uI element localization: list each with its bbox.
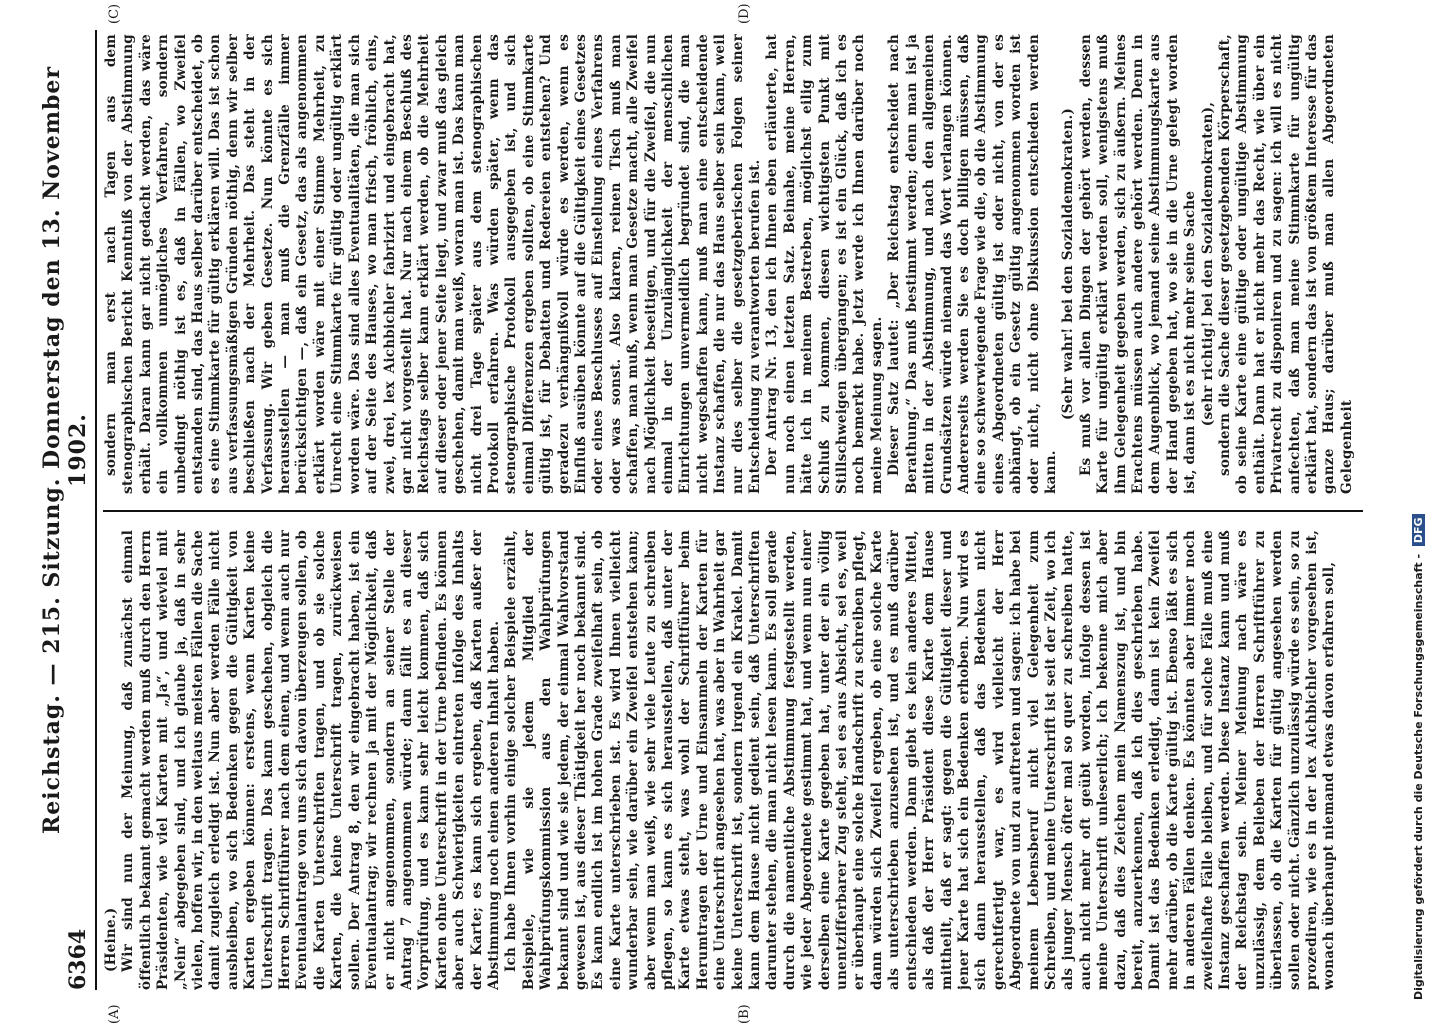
column-rule (103, 510, 1363, 512)
margin-marker-b: (B) (737, 1004, 752, 1024)
paragraph: sondern die Sache dieser gesetzgebenden Körperschaft, ob seine Karte eine gültige oder ungültige Abstimmung enthält. Dann hat er nicht mehr das Recht, wie über ein Privatrecht zu disponiren und zu sagen: ich will es nicht anfechten, daß man meine Stimmkarte für ungültig erklärt hat, sondern das ist von größtem Interesse für das ganze Haus; darüber muß man allen Abgeordneten Gelegenheit (1217, 34, 1355, 494)
margin-marker-a: (A) (107, 1004, 122, 1024)
paragraph: Wir sind nun der Meinung, daß zunächst einmal öffentlich bekannt gemacht werden muß durch den Herrn Präsidenten, wie viel Karten mit „Ja“, und wieviel mit „Nein“ abgegeben sind, und ich glaube ja, daß in sehr vielen, hoffen wir, in den weitaus meisten Fällen die Sache damit zugleich erledigt ist. Nun aber werden Fälle nicht ausbleiben, wo sich Bedenken gegen die Gültigkeit von Karten ergeben können: erstens, wenn Karten keine Unterschrift tragen. Das kann geschehen, obgleich die Herren Schriftführer nach dem einen, und wenn auch nur Eventualantrage von uns sich davon überzeugen sollen, ob die Karten Unterschriften tragen, und ob sie solche Karten, die keine Unterschrift tragen, zurückweisen sollen. Der Antrag 8, den wir eingebracht haben, ist ein Eventualantrag; wir rechnen ja mit der Möglichkeit, daß er nicht angenommen, sondern an seiner Stelle der Antrag 7 angenommen würde; dann fällt es an dieser Vorprüfung, und es kann sehr leicht kommen, daß sich Karten ohne Unterschrift in der Urne befinden. Es können aber auch Schwierigkeiten eintreten infolge des Inhalts der Karte; es kann sich ergeben, daß Karten außer der Abstimmung noch einen anderen Inhalt haben. (120, 530, 502, 990)
running-title: Reichstag. — 215. Sitzung. Donnerstag den 13. November 1902. (39, 66, 91, 834)
page-header (39, 30, 97, 990)
paragraph: Dieser Satz lautet: „Der Reichstag entscheidet nach Berathung.“ Das muß bestimmt werden; denn man ist ja mitten in der Abstimmung, und nach den allgemeinen Grundsätzen würde niemand das Wort verlangen können. Andererseits werden Sie es doch billigen müssen, daß eine so schwerwiegende Frage wie die, ob die Abstimmung eines Abgeordneten gültig ist oder nicht, von der es abhängt, ob ein Gesetz gültig angenommen worden ist oder nicht, nicht ohne Diskussion entschieden werden kann. (886, 34, 1059, 494)
interjection: (Sehr wahr! bei den Sozialdemokraten.) (1060, 107, 1077, 421)
digitization-note: Digitalisierung gefördert durch die Deutsche Forschungsgemeinschaft - (1412, 553, 1425, 1000)
paragraph: Ich habe Ihnen vorhin einige solcher Beispiele erzählt, Beispiele, wie sie jedem Mitglied der Wahlprüfungskommission aus den Wahlprüfungen bekannt sind und wie sie jedem, der einmal Wahlvorstand gewesen ist, aus dieser Thätigkeit her noch bekannt sind. Es kann endlich ist im hohen Grade zweifelhaft sein, ob eine Karte unterschrieben ist. Es wird Ihnen vielleicht wunderbar sein, wie darüber ein Zweifel entstehen kann; aber wenn man weiß, wie sehr viele Leute zu schreiben pflegen, so kann es sich herausstellen, daß unter der Karte etwas steht, was wohl der Schriftführer beim Herumtragen der Urne und Einsammeln der Karten für eine Unterschrift angesehen hat, was aber in Wahrheit gar keine Unterschrift ist, sondern irgend ein Krakel. Damit kann dem Hause nicht gedient sein, daß Unterschriften darunter stehen, die man nicht lesen kann. Es soll gerade durch die namentliche Abstimmung festgestellt werden, wie jeder Abgeordnete gestimmt hat, und wenn nun einer derselben eine Karte gegeben hat, unter der ein völlig unentzifferbarer Zug steht, sei es aus Absicht, sei es, weil er überhaupt eine solche Handschrift zu schreiben pflegt, dann würden sich Zweifel ergeben, ob eine solche Karte als unterschrieben anzusehen ist, und es muß darüber entschieden werden. Dann giebt es kein anderes Mittel, als daß der Herr Präsident diese Karte dem Hause mittheilt, daß er sagt: gegen die Gültigkeit dieser und jener Karte hat sich ein Bedenken erhoben. Nun wird es sich dann herausstellen, daß das Bedenken nicht gerechtfertigt war, es wird vielleicht der Herr Abgeordnete von und zu auftreten und sagen: ich habe bei meinem Lebensberuf nicht viel Gelegenheit zum Schreiben, und meine Unterschrift ist seit der Zeit, wo ich als junger Mensch öfter mal so quer zu schreiben hatte, auch nicht mehr oft geübt worden, infolge dessen ist meine Unterschrift unleserlich; ich bekenne mich aber dazu, daß dies Zeichen mein Namenszug ist, und bin bereit, anzuerkennen, daß ich dies geschrieben habe. Damit ist das Bedenken erledigt, dann ist kein Zweifel mehr darüber, ob die Karte gültig ist. Ebenso läßt es sich in anderen Fällen denken. Es könnten aber immer noch zweifelhafte Fälle bleiben, und für solche Fälle muß eine Instanz geschaffen werden. Diese Instanz kann und muß der Reichstag sein. Meiner Meinung nach wäre es unzulässig, dem Belieben der Herren Schriftführer zu überlassen, ob die Karten für gültig angesehen werden sollen oder nicht. Gänzlich unzulässig würde es sein, so zu prozediren, wie es in der lex Aichbichler vorgesehen ist, wonach überhaupt niemand etwas davon erfahren soll, (503, 530, 1338, 990)
rotated-page (39, 3, 1387, 1024)
left-column (103, 530, 1363, 990)
page-number: 6364 (65, 928, 91, 990)
dfg-logo: DFG (1412, 514, 1425, 546)
digitization-credit (1408, 0, 1432, 1000)
speaker-label: (Heine.) (103, 907, 119, 972)
margin-marker-d: (D) (737, 3, 752, 24)
interjection: (sehr richtig! bei den Sozialdemokraten), (1199, 101, 1216, 427)
paragraph: Der Antrag Nr. 13, den ich Ihnen eben erläuterte, hat nun noch einen letzten Satz. Beinahe, meine Herren, hätte ich in meinem Bestreben, möglichst eilig zum Schluß zu kommen, diesen wichtigsten Punkt mit Stillschweigen übergangen; es ist ein Glück, daß ich es noch bemerkt habe. Jetzt werde ich Ihnen darüber noch meine Meinung sagen. (764, 34, 885, 494)
margin-marker-c: (C) (107, 3, 122, 24)
right-column (103, 34, 1363, 494)
text-columns (103, 30, 1373, 990)
paragraph: sondern man erst nach Tagen aus dem stenographischen Bericht Kenntniß von der Abstimmung erhält. Daran kann gar nicht gedacht werden, das wäre ein vollkommen unmögliches Verfahren, sondern unbedingt nöthig ist es, daß in Fällen, wo Zweifel entstanden sind, das Haus selber darüber entscheidet, ob es eine Stimmkarte für gültig erklären will. Das ist schon aus verfassungsmäßigen Gründen nöthig, denn wir selber beschließen nach der Mehrheit. Das steht in der Verfassung. Wir geben Gesetze. Nun könnte es sich herausstellen — man muß die Grenzfälle immer berücksichtigen —, daß ein Gesetz, das als angenommen erklärt worden wäre mit einer Stimme Mehrheit, zu Unrecht eine Stimmkarte für gültig oder ungültig erklärt worden wäre. Das sind alles Eventualitäten, die man sich auf der Seite des Hauses, wo man frisch, fröhlich, eins, zwei, drei, lex Aichbichler fabrizirt und eingebracht hat, gar nicht vorgestellt hat. Nur nach einem Beschluß des Reichstags selber kann erklärt werden, ob die Mehrheit auf dieser oder jener Seite liegt, und zwar muß das gleich geschehen, damit man weiß, woran man ist. Das kann man nicht drei Tage später aus dem stenographischen Protokoll erfahren. Was würden später, wenn das stenographische Protokoll ausgegeben ist, und sich einmal Differenzen ergeben sollten, ob eine Stimmkarte gültig ist, für Debatten und Redereien entstehen? Und geradezu verhängnißvoll würde es werden, wenn es Einfluß ausüben könnte auf die Gültigkeit eines Gesetzes oder eines Beschlusses auf Einstellung eines Verfahrens oder was sonst. Also klaren, reinen Tisch muß man schaffen, man muß, wenn man Gesetze macht, alle Zweifel nach Möglichkeit beseitigen, und für die Zweifel, die nun einmal in der Unzulänglichkeit der menschlichen Einrichtungen unvermeidlich begründet sind, die man nicht wegschaffen kann, muß man eine entscheidende Instanz schaffen, die nur das Haus selber sein kann, weil nur dies selber die gesetzgeberischen Folgen seiner Entscheidung zu verantworten berufen ist. (103, 34, 764, 494)
paragraph: Es muß vor allen Dingen der gehört werden, dessen Karte für ungültig erklärt werden soll, wenigstens muß ihm Gelegenheit gegeben werden, sich zu äußern. Meines Erachtens müssen auch andere gehört werden. Denn in dem Augenblick, wo jemand seine Abstimmungskarte aus der Hand gegeben hat, wo sie in die Urne gelegt worden ist, dann ist es nicht mehr seine Sache (1077, 34, 1199, 494)
